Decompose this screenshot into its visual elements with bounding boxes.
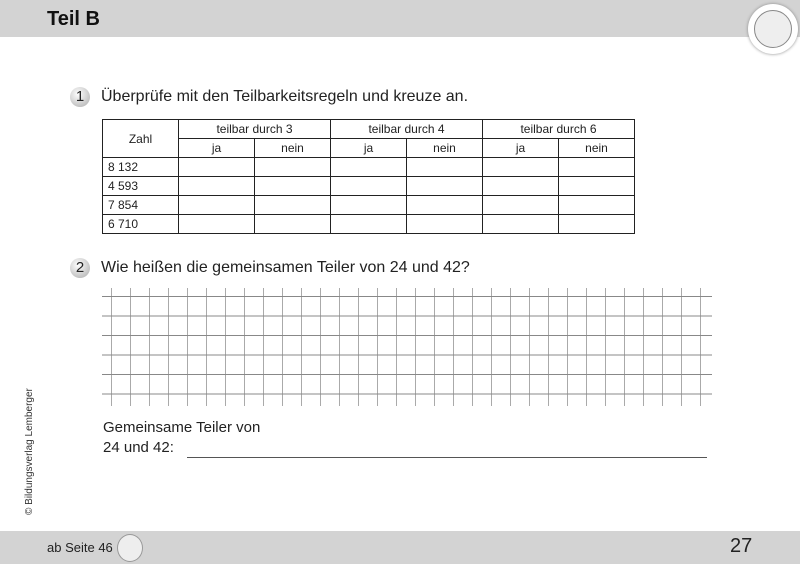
answer-label-1: Gemeinsame Teiler von <box>103 419 261 436</box>
check-cell[interactable] <box>179 177 255 196</box>
divisibility-table <box>102 119 635 234</box>
check-cell[interactable] <box>179 158 255 177</box>
header-zahl: Zahl <box>103 120 179 158</box>
check-cell[interactable] <box>179 196 255 215</box>
check-cell[interactable] <box>483 196 559 215</box>
grid-workspace[interactable] <box>102 288 712 406</box>
answer-label-2: 24 und 42: <box>103 439 174 456</box>
header-bar <box>0 0 800 37</box>
number-cell: 6 710 <box>103 215 179 234</box>
check-cell[interactable] <box>559 215 635 234</box>
check-cell[interactable] <box>179 215 255 234</box>
header-ja: ja <box>331 139 407 158</box>
page-reference: ab Seite 46 <box>47 540 113 555</box>
task-number-2: 2 <box>70 258 90 278</box>
header-nein: nein <box>407 139 483 158</box>
check-cell[interactable] <box>331 177 407 196</box>
check-cell[interactable] <box>407 196 483 215</box>
footer-bar <box>0 531 800 564</box>
header-nein: nein <box>559 139 635 158</box>
check-cell[interactable] <box>407 158 483 177</box>
copyright: © Bildungsverlag Lemberger <box>24 388 35 515</box>
task-2-question: Wie heißen die gemeinsamen Teiler von 24 und 42? <box>101 259 470 276</box>
check-cell[interactable] <box>483 158 559 177</box>
answer-line[interactable] <box>187 457 707 458</box>
table-row <box>103 196 635 215</box>
check-cell[interactable] <box>559 196 635 215</box>
task-1-instruction: Überprüfe mit den Teilbarkeitsregeln und kreuze an. <box>101 88 469 105</box>
header-ja: ja <box>483 139 559 158</box>
header-nein: nein <box>255 139 331 158</box>
header-ja: ja <box>179 139 255 158</box>
check-cell[interactable] <box>255 196 331 215</box>
table-row <box>103 177 635 196</box>
task-number-1: 1 <box>70 87 90 107</box>
header-group: teilbar durch 6 <box>483 120 635 139</box>
header-group: teilbar durch 4 <box>331 120 483 139</box>
check-cell[interactable] <box>331 215 407 234</box>
check-cell[interactable] <box>407 177 483 196</box>
mascot-logo <box>748 4 798 54</box>
check-cell[interactable] <box>483 215 559 234</box>
number-cell: 7 854 <box>103 196 179 215</box>
number-cell: 4 593 <box>103 177 179 196</box>
check-cell[interactable] <box>331 196 407 215</box>
mascot-icon <box>117 534 143 562</box>
check-cell[interactable] <box>483 177 559 196</box>
page-title: Teil B <box>47 8 100 30</box>
table-row <box>103 215 635 234</box>
number-cell: 8 132 <box>103 158 179 177</box>
header-group: teilbar durch 3 <box>179 120 331 139</box>
check-cell[interactable] <box>255 215 331 234</box>
check-cell[interactable] <box>559 158 635 177</box>
check-cell[interactable] <box>407 215 483 234</box>
check-cell[interactable] <box>255 158 331 177</box>
check-cell[interactable] <box>331 158 407 177</box>
table-row <box>103 158 635 177</box>
check-cell[interactable] <box>255 177 331 196</box>
page-number: 27 <box>730 535 753 557</box>
check-cell[interactable] <box>559 177 635 196</box>
